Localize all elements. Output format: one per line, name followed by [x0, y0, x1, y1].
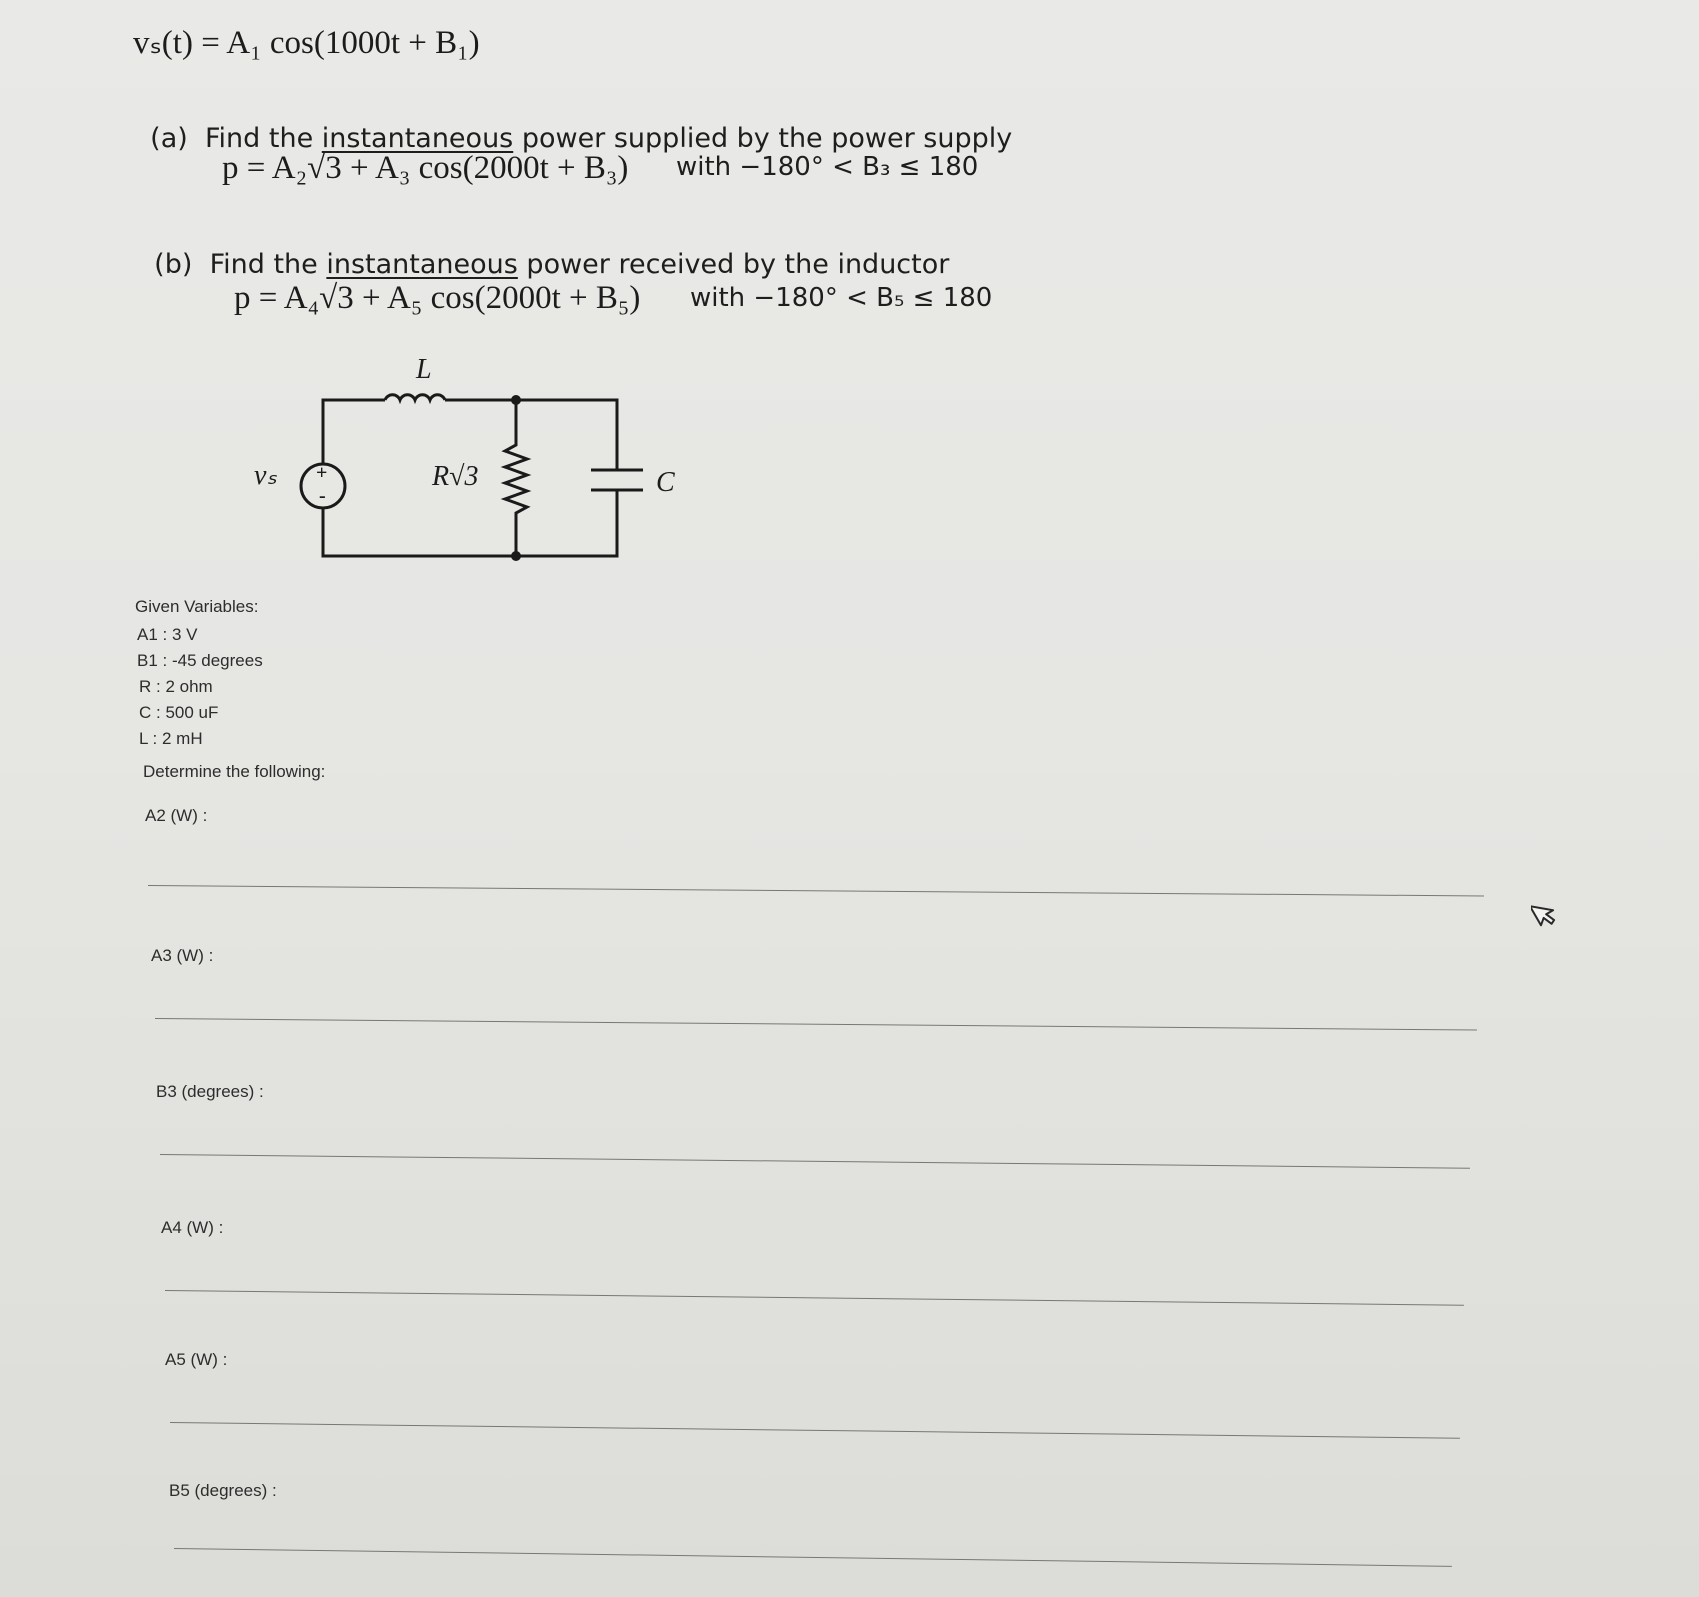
field-label-a4: A4 (W) : [161, 1218, 224, 1237]
field-label-a3: A3 (W) : [151, 946, 214, 965]
given-item: L : 2 mH [139, 729, 203, 748]
given-item: B1 : -45 degrees [137, 651, 263, 670]
given-item: A1 : 3 V [137, 625, 198, 644]
field-label-a2: A2 (W) : [145, 806, 208, 825]
determine-heading: Determine the following: [143, 762, 326, 781]
a5-input[interactable] [171, 1388, 1461, 1422]
source-label: vₛ [254, 460, 277, 491]
part-a-text-pre: Find the [204, 123, 322, 154]
mouse-pointer-icon [1531, 895, 1561, 929]
capacitor-plates [591, 470, 643, 490]
a3-input[interactable] [156, 988, 1476, 1022]
bottom-node-dot [511, 551, 521, 561]
top-node-dot [511, 395, 521, 405]
wire-top-right [445, 400, 617, 470]
wire-top-left [323, 400, 385, 465]
field-label-b3: B3 (degrees) : [156, 1082, 264, 1101]
part-a-equation: p = A₂√3 + A₃ cos(2000t + B₃) [222, 150, 629, 186]
resistor-zigzag [505, 400, 527, 556]
field-label-b5: B5 (degrees) : [169, 1481, 277, 1500]
field-label-a5: A5 (W) : [165, 1350, 228, 1369]
resistor-label: R√3 [432, 461, 479, 492]
part-a-text-underlined: instantaneous [321, 123, 514, 154]
a4-input[interactable] [166, 1256, 1466, 1290]
part-b-equation: p = A₄√3 + A₅ cos(2000t + B₅) [234, 280, 641, 316]
wire-bottom [323, 490, 617, 556]
part-b-text-underlined: instantaneous [326, 249, 518, 280]
given-item: C : 500 uF [139, 703, 219, 722]
source-voltage-equation: vₛ(t) = A₁ cos(1000t + B₁) [133, 25, 480, 61]
part-a-label: (a) [150, 123, 188, 154]
inductor-coil [385, 395, 445, 400]
part-b-condition: with −180° < B₅ ≤ 180 [690, 283, 993, 313]
part-b-label: (b) [154, 249, 193, 280]
a2-input[interactable] [150, 848, 1480, 882]
source-plus-sign: + [316, 462, 328, 484]
b3-input[interactable] [161, 1120, 1471, 1154]
part-b-text-pre: Find the [209, 249, 327, 280]
part-a-text-post: power supplied by the power supply [513, 123, 1013, 154]
given-item: R : 2 ohm [139, 677, 213, 696]
b5-input[interactable] [175, 1515, 1455, 1549]
given-heading: Given Variables: [135, 597, 259, 616]
inductor-label: L [416, 354, 432, 385]
part-b-text-post: power received by the inductor [517, 249, 950, 280]
capacitor-label: C [656, 467, 675, 498]
part-a-condition: with −180° < B₃ ≤ 180 [676, 152, 979, 182]
source-minus-sign: - [319, 485, 326, 507]
